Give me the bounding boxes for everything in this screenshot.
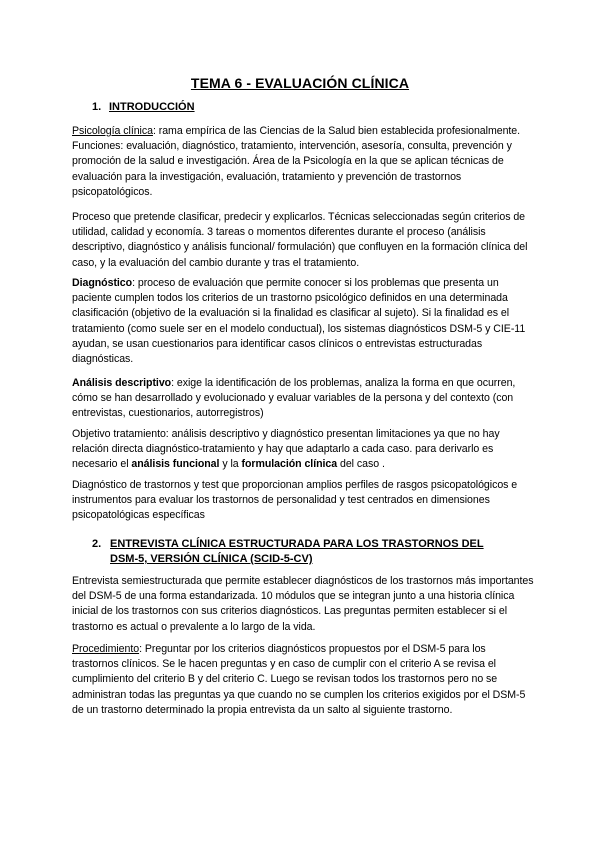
paragraph-analisis-descriptivo [72, 376, 534, 422]
paragraph-diagnostico-trastornos [72, 478, 534, 524]
paragraph-psicologia-clinica [72, 124, 534, 200]
section-title: ENTREVISTA CLÍNICA ESTRUCTURADA PARA LOS TRASTORNOS DEL DSM-5, VERSIÓN CLÍNICA (SCID-5-CV) [110, 538, 484, 565]
section-number: 1. [92, 101, 102, 113]
paragraph-objetivo-tratamiento [72, 427, 534, 473]
paragraph-text: : proceso de evaluación que permite conocer si los problemas que presenta un paciente cumplen todos los criterios de un trastorno psicológico definidos en una determinada clasificación (objetivo de la evaluación si la finalidad es clasificar al sujeto). Si la finalidad es el tratamiento (como suele ser en el modelo conductual), los sistemas diagnósticos DSM-5 y CIE-11 ayudan, se usan cuestionarios para identificar casos clínicos o entrevistas estructuradas diagnósticas. [72, 277, 526, 366]
paragraph-text: Proceso que pretende clasificar, predecir y explicarlos. Técnicas seleccionadas según criterios de utilidad, calidad y economía. 3 tareas o momentos diferentes durante el proceso (análisis descriptivo, diagnóstico y análisis funcional/ formulación) que confluyen en la formación clínica del caso, y la evaluación del cambio durante y tras el tratamiento. [72, 211, 528, 269]
section-heading-scid [92, 537, 502, 567]
section-heading-introduccion [92, 101, 195, 113]
paragraph-text: : Preguntar por los criterios diagnósticos propuestos por el DSM-5 para los trastornos clínicos. Se le hacen preguntas y en caso de cumplir con el criterio A se revisa el cumplimiento del criterio B y del criterio C. Luego se revisan todos los trastornos pero no se administran todas las preguntas ya que cuando no se cumplen los criterios exigidos por el DSM-5 de un trastorno determinado la propia entrevista da un salto al siguiente trastorno. [72, 643, 526, 716]
paragraph-proceso [72, 210, 534, 271]
term-formulacion-clinica: formulación clínica [241, 458, 338, 471]
paragraph-text: : exige la identificación de los problemas, analiza la forma en que ocurren, cómo se han desarrollado y evolucionado y evaluar variables de la persona y del contexto (con entrevistas, cuestionarios, autorregistros) [72, 377, 516, 420]
paragraph-diagnostico [72, 276, 534, 367]
paragraph-text: del caso . [337, 458, 385, 471]
paragraph-text: : rama empírica de las Ciencias de la Salud bien establecida profesionalmente. Funciones: evaluación, diagnóstico, tratamiento, intervención, asesoría, consulta, prevención y promoción de la salud e investigación. Área de la Psicología en la que se aplican técnicas de evaluación para la investigación, evaluación, tratamiento y prevención de trastornos psicopatológicos. [72, 125, 521, 198]
page-title: TEMA 6 - EVALUACIÓN CLÍNICA [190, 75, 410, 91]
term-diagnostico: Diagnóstico [72, 277, 133, 289]
paragraph-text: Objetivo tratamiento: análisis descriptivo y diagnóstico presentan limitaciones ya que no hay relación directa diagnóstico-tratamiento y hay que adaptarlo a cada caso. para derivarlo es necesario el [72, 428, 500, 471]
term-analisis-funcional: análisis funcional [131, 458, 220, 471]
paragraph-entrevista [72, 574, 534, 635]
term-analisis-descriptivo: Análisis descriptivo [72, 377, 172, 389]
paragraph-text: y la [219, 458, 242, 471]
paragraph-procedimiento [72, 642, 534, 718]
section-title: INTRODUCCIÓN [109, 101, 195, 113]
section-number: 2. [92, 538, 102, 550]
term-psicologia-clinica: Psicología clínica [72, 125, 153, 137]
paragraph-text: Diagnóstico de trastornos y test que proporcionan amplios perfiles de rasgos psicopatológicos e instrumentos para evaluar los trastornos de personalidad y test centrados en dimensiones psicopatológicas específicas [72, 479, 518, 522]
paragraph-text: Entrevista semiestructurada que permite establecer diagnósticos de los trastornos más importantes del DSM-5 de una forma estandarizada. 10 módulos que se integran junto a una historia clínica inicial de los trastornos con sus criterios diagnósticos. Las preguntas permiten establecer si el trastorno es actual o prevalente a lo largo de la vida. [72, 575, 534, 633]
term-procedimiento: Procedimiento [72, 643, 140, 655]
